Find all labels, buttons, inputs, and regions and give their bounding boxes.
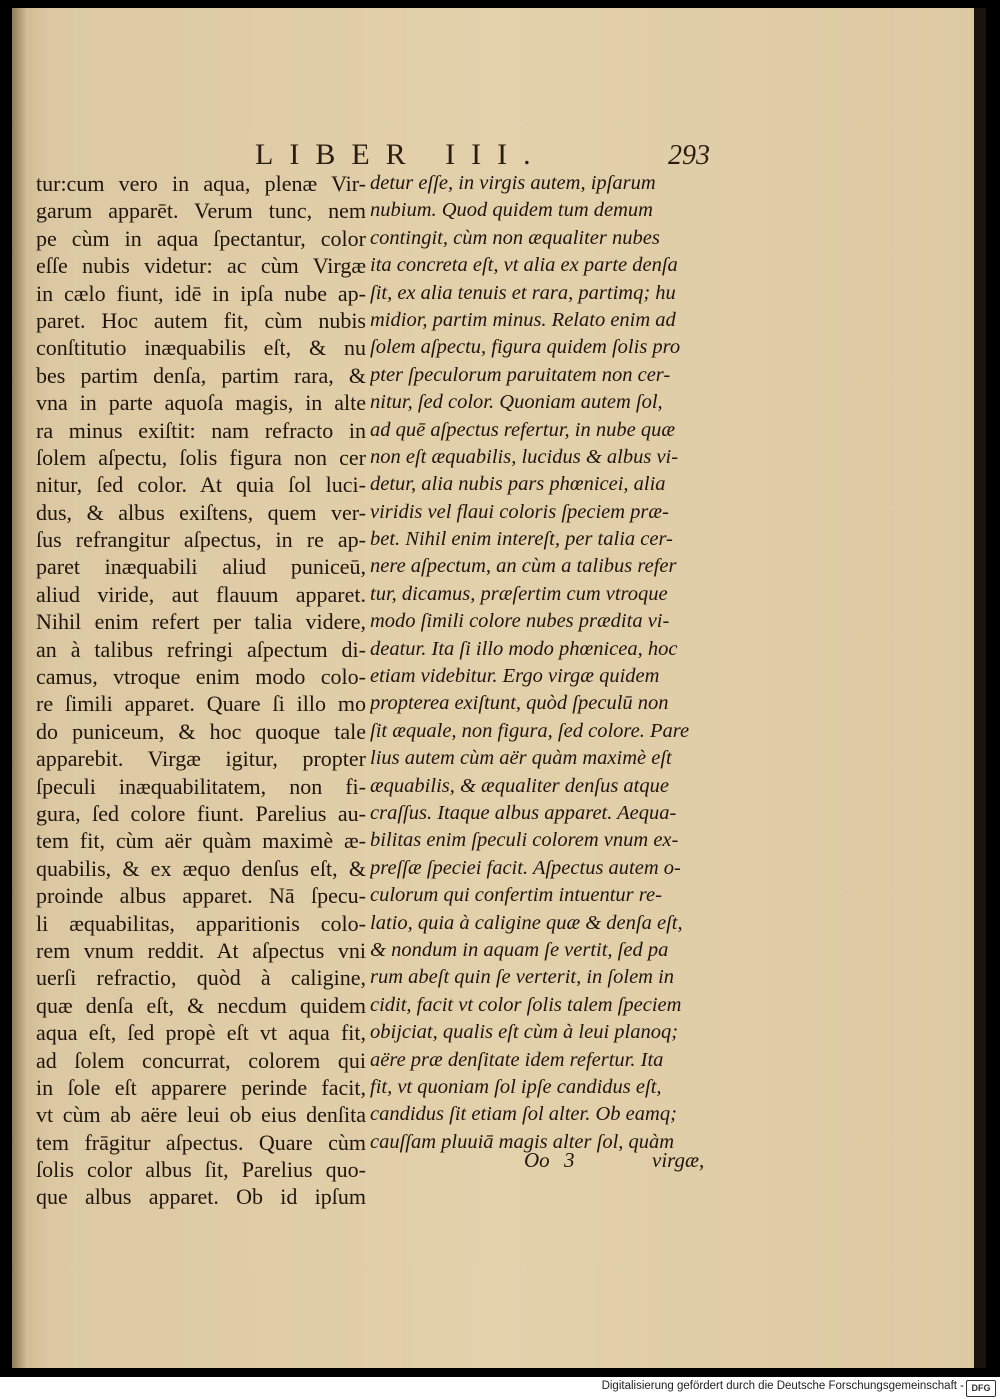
text-line: nitur, ſed color. Quoniam autem ſol, bbox=[370, 391, 663, 414]
right-column bbox=[370, 170, 705, 1156]
text-line: tur, dicamus, præſertim cum vtroque bbox=[370, 582, 668, 605]
text-line: tur:cum vero in aqua, plenæ Vir- bbox=[36, 171, 366, 196]
text-line: apparebit. Virgæ igitur, propter bbox=[36, 746, 366, 772]
text-line: midior, partim minus. Relato enim ad bbox=[370, 308, 676, 331]
text-line: preſſæ ſpeciei facit. Aſpectus autem o- bbox=[370, 856, 681, 879]
text-line: cauſſam pluuiā magis alter ſol, quàm bbox=[370, 1130, 675, 1153]
signature-number: 3 bbox=[564, 1148, 575, 1172]
text-line: ſolem aſpectu, figura quidem ſolis pro bbox=[370, 336, 681, 359]
text-line: quabilis, & ex æquo denſus eſt, & bbox=[36, 855, 366, 881]
text-line: nubium. Quod quidem tum demum bbox=[370, 199, 653, 222]
text-line: bilitas enim ſpeculi colorem vnum ex- bbox=[370, 829, 679, 852]
text-line: vt cùm ab aëre leui ob eius denſita bbox=[36, 1102, 366, 1128]
text-line: ſolis color albus ſit, Parelius quo- bbox=[36, 1157, 366, 1183]
catchword: virgæ, bbox=[652, 1148, 705, 1172]
text-line: deatur. Ita ſi illo modo phœnicea, hoc bbox=[370, 637, 678, 660]
text-line: aqua eſt, ſed propè eſt vt aqua fit, bbox=[36, 1020, 366, 1046]
text-line: modo ſimili colore nubes prædita vi- bbox=[370, 610, 670, 633]
text-line: contingit, cùm non æqualiter nubes bbox=[370, 226, 660, 249]
text-line: que albus apparet. Ob id ipſum bbox=[36, 1184, 366, 1210]
text-line: bes partim denſa, partim rara, & bbox=[36, 362, 366, 388]
text-line: pter ſpeculorum paruitatem non cer- bbox=[370, 363, 671, 386]
text-line: re ſimili apparet. Quare ſi illo mo bbox=[36, 691, 366, 717]
text-line: vna in parte aquoſa magis, in alte bbox=[36, 390, 366, 416]
text-line: an à talibus refringi aſpectum di- bbox=[36, 636, 366, 662]
text-line: gura, ſed colore fiunt. Parelius au- bbox=[36, 800, 366, 826]
text-line: ita concreta eſt, vt alia ex parte denſa bbox=[370, 254, 678, 277]
running-head: LIBER III. bbox=[255, 138, 547, 171]
text-line: ſit, ex alia tenuis et rara, partimq; hu bbox=[370, 281, 676, 304]
text-line: etiam videbitur. Ergo virgæ quidem bbox=[370, 665, 660, 688]
text-line: viridis vel flaui coloris ſpeciem præ- bbox=[370, 500, 669, 523]
text-line: uerſi refractio, quòd à caligine, bbox=[36, 965, 366, 991]
text-line: nere aſpectum, an cùm a talibus refer bbox=[370, 555, 677, 578]
text-line: pe cùm in aqua ſpectantur, color bbox=[36, 225, 366, 251]
text-line: lius autem cùm aër quàm maximè eſt bbox=[370, 747, 672, 770]
text-line: fit, vt quoniam ſol ipſe candidus eſt, bbox=[370, 1075, 662, 1098]
text-line: in ſole eſt apparere perinde facit, bbox=[36, 1074, 366, 1100]
text-line: ſit æquale, non figura, ſed colore. Pare bbox=[370, 719, 690, 742]
text-line: ad ſolem concurrat, colorem qui bbox=[36, 1047, 366, 1073]
text-line: rem vnum reddit. At aſpectus vni bbox=[36, 937, 366, 963]
text-line: dus, & albus exiſtens, quem ver- bbox=[36, 499, 366, 525]
page-right-border bbox=[974, 8, 986, 1368]
text-line: ſpeculi inæquabilitatem, non fi- bbox=[36, 773, 366, 799]
text-line: bet. Nihil enim intereſt, per talia cer- bbox=[370, 528, 673, 551]
text-line: culorum qui confertim intuentur re- bbox=[370, 884, 662, 907]
text-line: ſolem aſpectu, ſolis figura non cer bbox=[36, 444, 366, 470]
text-line: ſus refrangitur aſpectus, in re ap- bbox=[36, 527, 366, 553]
text-line: nitur, ſed color. At quia ſol luci- bbox=[36, 472, 366, 498]
text-line: do puniceum, & hoc quoque tale bbox=[36, 718, 366, 744]
text-line: garum apparēt. Verum tunc, nem bbox=[36, 198, 366, 224]
text-line: detur, alia nubis pars phœnicei, alia bbox=[370, 473, 666, 496]
left-column bbox=[36, 170, 366, 1211]
text-line: obijciat, qualis eſt cùm à leui planoq; bbox=[370, 1021, 679, 1044]
text-line: æquabilis, & æqualiter denſus atque bbox=[370, 774, 669, 797]
page-number: 293 bbox=[668, 140, 710, 171]
footer-bar bbox=[0, 1377, 1000, 1399]
text-line: li æquabilitas, apparitionis colo- bbox=[36, 910, 366, 936]
text-line: quæ denſa eſt, & necdum quidem bbox=[36, 992, 366, 1018]
text-line: camus, vtroque enim modo colo- bbox=[36, 664, 366, 690]
text-line: & nondum in aquam ſe vertit, ſed pa bbox=[370, 938, 669, 961]
signature-mark: Oo bbox=[524, 1148, 550, 1172]
text-line: ra minus exiſtit: nam refracto in bbox=[36, 417, 366, 443]
text-line: craſſus. Itaque albus apparet. Aequa- bbox=[370, 801, 677, 824]
text-line: rum abeſt quin ſe verterit, in ſolem in bbox=[370, 966, 675, 989]
text-line: paret inæquabili aliud puniceū, bbox=[36, 554, 366, 580]
text-line: detur eſſe, in virgis autem, ipſarum bbox=[370, 172, 656, 194]
text-line: tem frāgitur aſpectus. Quare cùm bbox=[36, 1129, 366, 1155]
text-line: proinde albus apparet. Nā ſpecu- bbox=[36, 883, 366, 909]
text-line: ad quē aſpectus refertur, in nube quæ bbox=[370, 418, 675, 441]
text-line: candidus ſit etiam ſol alter. Ob eamq; bbox=[370, 1103, 677, 1126]
text-line: eſſe nubis videtur: ac cùm Virgæ bbox=[36, 253, 366, 279]
dfg-logo: DFG bbox=[966, 1380, 996, 1397]
text-line: non eſt æquabilis, lucidus & albus vi- bbox=[370, 445, 679, 468]
text-line: aliud viride, aut flauum apparet. bbox=[36, 581, 366, 607]
text-line: paret. Hoc autem fit, cùm nubis bbox=[36, 307, 366, 333]
text-line: propterea exiſtunt, quòd ſpeculū non bbox=[370, 692, 669, 715]
text-line: tem fit, cùm aër quàm maximè æ- bbox=[36, 828, 366, 854]
text-line: aëre præ denſitate idem refertur. Ita bbox=[370, 1048, 664, 1071]
page-edge-shadow bbox=[12, 8, 26, 1368]
text-line: conſtitutio inæquabilis eſt, & nu bbox=[36, 335, 366, 361]
footer-credit: Digitalisierung gefördert durch die Deutsche Forschungsgemeinschaft - bbox=[601, 1380, 964, 1392]
text-line: in cælo fiunt, idē in ipſa nube ap- bbox=[36, 280, 366, 306]
text-line: latio, quia à caligine quæ & denſa eſt, bbox=[370, 911, 683, 934]
text-line: cidit, facit vt color ſolis talem ſpeciem bbox=[370, 993, 682, 1016]
text-line: Nihil enim refert per talia videre, bbox=[36, 609, 366, 635]
